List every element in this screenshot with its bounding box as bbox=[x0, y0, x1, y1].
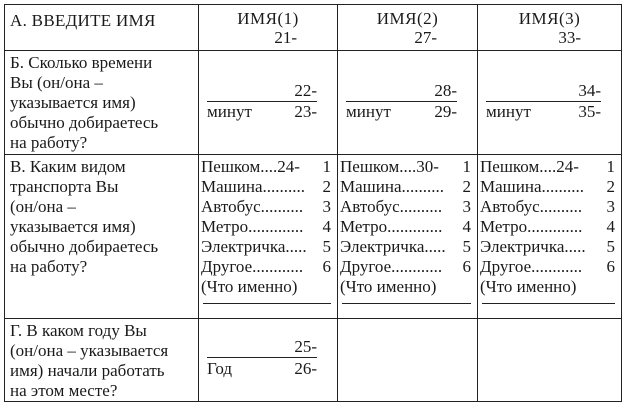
option-label: Другое............ bbox=[201, 257, 304, 276]
question-b-line: Вы (он/она – bbox=[10, 73, 103, 92]
question-v-text bbox=[5, 155, 198, 277]
option-number: 3 bbox=[606, 197, 615, 216]
question-a-text: А. ВВЕДИТЕ ИМЯ bbox=[10, 11, 156, 30]
transport-options bbox=[199, 155, 337, 304]
question-v-line: указывается имя) bbox=[10, 217, 136, 236]
transport-cell-2 bbox=[338, 155, 478, 319]
year-cell-1[interactable] bbox=[199, 319, 338, 402]
option-train[interactable] bbox=[201, 237, 337, 257]
minutes-label: минут bbox=[346, 102, 391, 121]
option-number: 2 bbox=[322, 177, 331, 196]
minutes-code-top: 28- bbox=[434, 81, 457, 100]
option-train[interactable] bbox=[340, 237, 477, 257]
other-specify-label: (Что именно) bbox=[340, 277, 437, 296]
option-label: Электричка..... bbox=[340, 237, 446, 256]
option-label: Электричка..... bbox=[480, 237, 586, 256]
option-label: Машина.......... bbox=[340, 177, 444, 196]
option-label: Другое............ bbox=[340, 257, 443, 276]
option-number: 4 bbox=[606, 217, 615, 236]
option-number: 3 bbox=[462, 197, 471, 216]
option-other[interactable] bbox=[201, 257, 337, 277]
option-car[interactable] bbox=[340, 177, 477, 197]
name-column-1-header bbox=[199, 5, 338, 51]
transport-cell-1 bbox=[199, 155, 338, 319]
minutes-cell-2[interactable] bbox=[338, 51, 478, 155]
name-3-label: ИМЯ(3) bbox=[518, 9, 581, 28]
option-number: 5 bbox=[606, 237, 615, 256]
option-other[interactable] bbox=[480, 257, 621, 277]
option-car[interactable] bbox=[201, 177, 337, 197]
name-1-label: ИМЯ(1) bbox=[237, 9, 299, 28]
question-b-row bbox=[5, 51, 622, 155]
name-3-code: 33- bbox=[558, 28, 581, 47]
option-label: Автобус.......... bbox=[340, 197, 443, 216]
option-number: 4 bbox=[322, 217, 331, 236]
option-label: Электричка..... bbox=[201, 237, 307, 256]
option-label: Пешком....30- bbox=[340, 157, 439, 176]
option-number: 5 bbox=[322, 237, 331, 256]
option-number: 6 bbox=[462, 257, 471, 276]
name-2-label: ИМЯ(2) bbox=[376, 9, 439, 28]
other-entry-line[interactable] bbox=[203, 303, 331, 304]
year-cell-2-empty[interactable] bbox=[338, 319, 478, 402]
option-metro[interactable] bbox=[480, 217, 621, 237]
other-entry-line[interactable] bbox=[342, 303, 471, 304]
question-b-cell bbox=[5, 51, 199, 155]
option-other[interactable] bbox=[340, 257, 477, 277]
question-b-line: обычно добираетесь bbox=[10, 113, 159, 132]
minutes-label: минут bbox=[486, 102, 531, 121]
minutes-code-bottom: 35- bbox=[578, 102, 601, 121]
transport-options bbox=[478, 155, 621, 304]
option-number: 4 bbox=[462, 217, 471, 236]
name-column-2-header bbox=[338, 5, 478, 51]
option-number: 5 bbox=[462, 237, 471, 256]
question-v-line: В. Каким видом bbox=[10, 157, 126, 176]
header-question-cell bbox=[5, 5, 199, 51]
option-label: Автобус.......... bbox=[480, 197, 583, 216]
minutes-code-bottom: 23- bbox=[294, 102, 317, 121]
minutes-code-bottom: 29- bbox=[434, 102, 457, 121]
option-number: 1 bbox=[322, 157, 331, 176]
option-number: 1 bbox=[606, 157, 615, 176]
option-number: 1 bbox=[462, 157, 471, 176]
option-number: 6 bbox=[322, 257, 331, 276]
header-row bbox=[5, 5, 622, 51]
minutes-code-top: 34- bbox=[578, 81, 601, 100]
option-label: Машина.......... bbox=[480, 177, 584, 196]
option-number: 2 bbox=[606, 177, 615, 196]
other-specify-label: (Что именно) bbox=[480, 277, 577, 296]
question-v-row bbox=[5, 155, 622, 319]
year-label: Год bbox=[207, 359, 232, 378]
question-g-text bbox=[5, 319, 198, 401]
option-walk[interactable] bbox=[480, 157, 621, 177]
name-2-code: 27- bbox=[414, 28, 437, 47]
minutes-cell-3[interactable] bbox=[478, 51, 622, 155]
year-entry-line[interactable] bbox=[207, 357, 317, 358]
option-metro[interactable] bbox=[340, 217, 477, 237]
question-b-text bbox=[5, 51, 198, 153]
question-g-line: Г. В каком году Вы bbox=[10, 321, 147, 340]
option-walk[interactable] bbox=[340, 157, 477, 177]
name-1-code: 21- bbox=[274, 28, 297, 47]
option-metro[interactable] bbox=[201, 217, 337, 237]
question-b-line: Б. Сколько времени bbox=[10, 53, 153, 72]
other-entry-line[interactable] bbox=[482, 303, 615, 304]
option-train[interactable] bbox=[480, 237, 621, 257]
year-code-bottom: 26- bbox=[294, 359, 317, 378]
year-code-top: 25- bbox=[294, 337, 317, 356]
question-g-cell bbox=[5, 319, 199, 402]
transport-options bbox=[338, 155, 477, 304]
question-g-line: (он/она – указывается bbox=[10, 341, 169, 360]
question-v-line: обычно добираетесь bbox=[10, 237, 159, 256]
question-v-line: на работу? bbox=[10, 257, 88, 276]
minutes-cell-1[interactable] bbox=[199, 51, 338, 155]
question-v-line: транспорта Вы bbox=[10, 177, 119, 196]
option-label: Метро............. bbox=[340, 217, 443, 236]
question-g-row bbox=[5, 319, 622, 402]
option-bus[interactable] bbox=[201, 197, 337, 217]
question-v-cell bbox=[5, 155, 199, 319]
other-specify-label: (Что именно) bbox=[201, 277, 298, 296]
commute-questionnaire-table bbox=[4, 4, 622, 402]
minutes-label: минут bbox=[207, 102, 252, 121]
option-label: Метро............. bbox=[201, 217, 304, 236]
option-label: Метро............. bbox=[480, 217, 583, 236]
option-bus[interactable] bbox=[340, 197, 477, 217]
option-number: 6 bbox=[606, 257, 615, 276]
option-label: Машина.......... bbox=[201, 177, 305, 196]
option-label: Пешком....24- bbox=[201, 157, 300, 176]
transport-cell-3 bbox=[478, 155, 622, 319]
option-bus[interactable] bbox=[480, 197, 621, 217]
question-g-line: имя) начали работать bbox=[10, 361, 165, 380]
question-g-line: на этом месте? bbox=[10, 381, 118, 400]
option-walk[interactable] bbox=[201, 157, 337, 177]
option-label: Автобус.......... bbox=[201, 197, 304, 216]
question-b-line: на работу? bbox=[10, 133, 88, 152]
option-car[interactable] bbox=[480, 177, 621, 197]
option-label: Пешком....24- bbox=[480, 157, 579, 176]
question-b-line: указывается имя) bbox=[10, 93, 136, 112]
option-number: 3 bbox=[322, 197, 331, 216]
year-cell-3-empty[interactable] bbox=[478, 319, 622, 402]
option-number: 2 bbox=[462, 177, 471, 196]
minutes-code-top: 22- bbox=[294, 81, 317, 100]
name-column-3-header bbox=[478, 5, 622, 51]
option-label: Другое............ bbox=[480, 257, 583, 276]
question-v-line: (он/она – bbox=[10, 197, 76, 216]
